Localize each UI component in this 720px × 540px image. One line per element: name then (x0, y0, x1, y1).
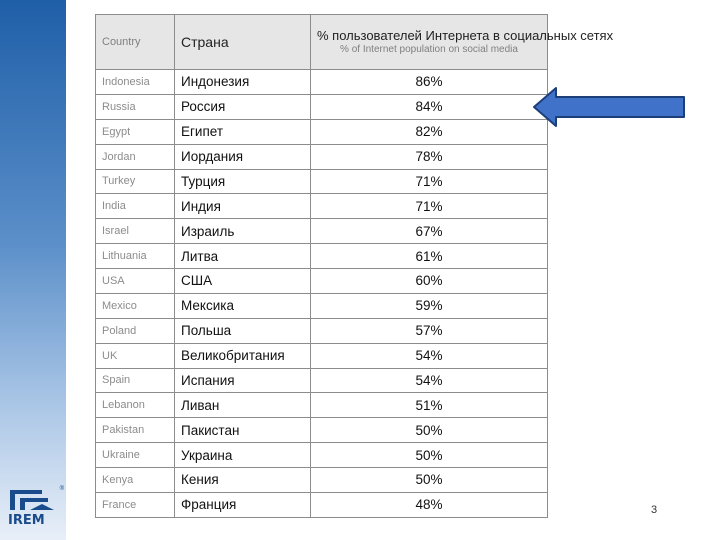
table-row (96, 468, 548, 493)
country-ru-cell: Турция (175, 169, 311, 194)
country-ru-cell: Литва (175, 244, 311, 269)
country-ru-cell: Мексика (175, 293, 311, 318)
country-ru-cell: США (175, 269, 311, 294)
country-ru-cell: Иордания (175, 144, 311, 169)
country-en-cell: Jordan (96, 144, 175, 169)
country-ru-cell: Пакистан (175, 418, 311, 443)
header-percent-en: % of Internet population on social media (340, 43, 518, 55)
logo-wordmark: IREM (8, 513, 45, 528)
percent-cell: 50% (311, 418, 548, 443)
table-row (96, 318, 548, 343)
percent-cell: 60% (311, 269, 548, 294)
table-row (96, 144, 548, 169)
percent-cell: 48% (311, 492, 548, 517)
percent-cell: 78% (311, 144, 548, 169)
table-row (96, 169, 548, 194)
table-row (96, 244, 548, 269)
country-ru-cell: Кения (175, 468, 311, 493)
country-en-cell: Pakistan (96, 418, 175, 443)
left-arrow-icon (532, 86, 686, 128)
country-en-cell: Egypt (96, 119, 175, 144)
country-en-cell: France (96, 492, 175, 517)
country-ru-cell: Израиль (175, 219, 311, 244)
percent-cell: 54% (311, 368, 548, 393)
percent-cell: 50% (311, 468, 548, 493)
header-percent-ru: % пользователей Интернета в социальных сетях (317, 27, 614, 43)
country-ru-cell: Египет (175, 119, 311, 144)
country-en-cell: Kenya (96, 468, 175, 493)
country-en-cell: India (96, 194, 175, 219)
country-ru-cell: Индонезия (175, 70, 311, 95)
percent-cell: 57% (311, 318, 548, 343)
header-percent (311, 15, 614, 70)
country-en-cell: Ukraine (96, 443, 175, 468)
country-en-cell: Israel (96, 219, 175, 244)
country-ru-cell: Россия (175, 94, 311, 119)
percent-cell: 59% (311, 293, 548, 318)
social-media-table (95, 14, 614, 518)
table-row (96, 343, 548, 368)
country-en-cell: USA (96, 269, 175, 294)
table-row (96, 443, 548, 468)
country-en-cell: Lithuania (96, 244, 175, 269)
country-ru-cell: Франция (175, 492, 311, 517)
country-ru-cell: Индия (175, 194, 311, 219)
table-row (96, 368, 548, 393)
page-number: 3 (651, 504, 658, 516)
percent-cell: 86% (311, 70, 548, 95)
table-row (96, 70, 548, 95)
country-en-cell: Lebanon (96, 393, 175, 418)
country-en-cell: UK (96, 343, 175, 368)
table-row (96, 119, 548, 144)
country-en-cell: Russia (96, 94, 175, 119)
country-ru-cell: Польша (175, 318, 311, 343)
country-ru-cell: Испания (175, 368, 311, 393)
country-en-cell: Turkey (96, 169, 175, 194)
irem-logo (8, 486, 64, 528)
country-ru-cell: Ливан (175, 393, 311, 418)
table-row (96, 269, 548, 294)
country-en-cell: Poland (96, 318, 175, 343)
country-ru-cell: Украина (175, 443, 311, 468)
table-row (96, 492, 548, 517)
table-row (96, 219, 548, 244)
table-row (96, 293, 548, 318)
percent-cell: 84% (311, 94, 548, 119)
country-en-cell: Mexico (96, 293, 175, 318)
percent-cell: 71% (311, 194, 548, 219)
percent-cell: 82% (311, 119, 548, 144)
left-accent-bar (0, 0, 66, 540)
country-en-cell: Indonesia (96, 70, 175, 95)
percent-cell: 51% (311, 393, 548, 418)
table-row (96, 393, 548, 418)
country-en-cell: Spain (96, 368, 175, 393)
table-header-row (96, 15, 548, 70)
table-row (96, 418, 548, 443)
table-row (96, 94, 548, 119)
percent-cell: 50% (311, 443, 548, 468)
header-country-ru: Страна (175, 15, 311, 70)
header-country-en: Country (96, 15, 175, 70)
percent-cell: 67% (311, 219, 548, 244)
table-row (96, 194, 548, 219)
percent-cell: 54% (311, 343, 548, 368)
percent-cell: 71% (311, 169, 548, 194)
percent-cell: 61% (311, 244, 548, 269)
registered-mark: ® (59, 486, 64, 492)
country-ru-cell: Великобритания (175, 343, 311, 368)
